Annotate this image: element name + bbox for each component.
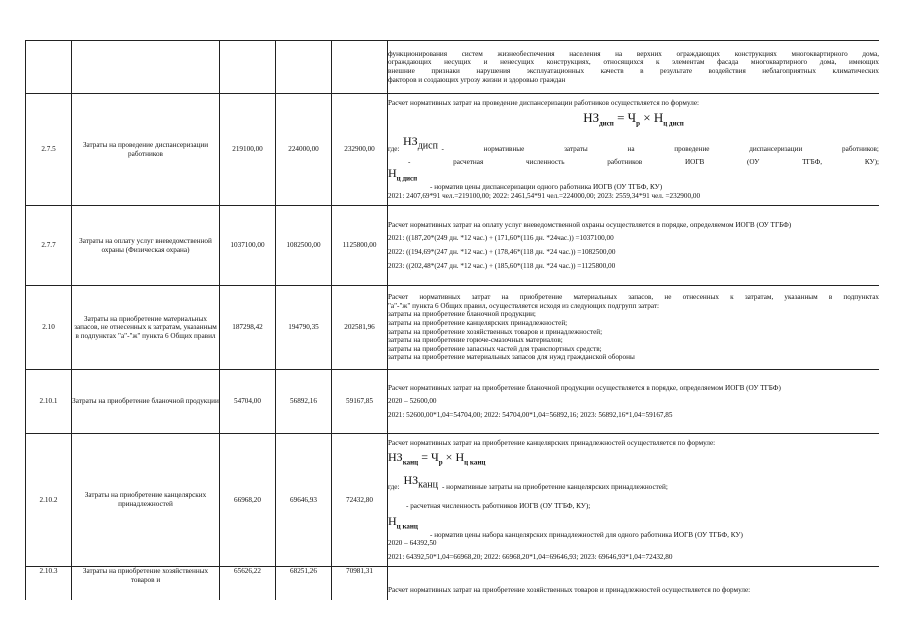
word: ИОГВ	[684, 158, 705, 167]
text-line: Расчет нормативных затрат на приобретение канцелярских принадлежностей осуществляется по формуле:	[388, 438, 716, 447]
cell-value-2022: 56892,16	[276, 370, 332, 434]
cell-name	[72, 41, 220, 94]
calculation-line: 2021: ((187,20*(249 дн. *12 час.) + (171,60*(116 дн. *24час.)) =1037100,00	[388, 234, 614, 243]
word: КУ);	[864, 158, 879, 167]
text-line: функционирования систем жизнеобеспечения населения на верхних ограждающих конструкциях многоквартирного дома,	[388, 49, 879, 58]
cell-description	[388, 41, 880, 94]
formula-times: × Н	[445, 450, 465, 465]
cell-value-2022	[276, 41, 332, 94]
text-line: Расчет нормативных затрат на оплату услуг вневедомственной охраны осуществляется в порядке, определяемом ИОГВ (ОУ ТГБФ)	[388, 220, 792, 229]
symbol	[403, 473, 438, 492]
word: затраты	[564, 144, 588, 153]
base-value: 2020 – 52600,00	[388, 397, 437, 406]
symbol-sub: ц канц	[396, 521, 418, 530]
cell-value-2021: 66968,20	[220, 434, 276, 567]
cell-number: 2.10	[26, 286, 72, 370]
definition-3: - норматив цены диспансеризации одного работника ИОГВ (ОУ ТГБФ, КУ)	[430, 182, 663, 191]
calculation-line: 2021: 52600,00*1,04=54704,00; 2022: 54704,00*1,04=56892,16; 2023: 56892,16*1,04=59167,85	[388, 410, 673, 419]
symbol	[388, 513, 879, 531]
definition-2: - расчетная численность работников ИОГВ (ОУ ТГБФ, КУ);	[406, 502, 591, 510]
cell-number: 2.10.2	[26, 434, 72, 567]
cell-value-2021: 1037100,00	[220, 206, 276, 286]
word: работников	[607, 158, 643, 167]
formula-times: × Н	[643, 110, 664, 126]
definition-1	[388, 473, 879, 492]
list-item: затраты на приобретение канцелярских принадлежностей;	[388, 318, 568, 327]
calculation-line: 2022: ((194,69*(247 дн. *12 час.) + (178,46*(118 дн. *24 час.)) =1082500,00	[388, 248, 616, 256]
word: работников;	[842, 144, 879, 153]
cell-value-2022: 68251,26	[276, 567, 332, 601]
list-item: затраты на приобретение материальных запасов для нужд гражданской обороны	[388, 353, 635, 362]
formula-lhs-sub: канц	[402, 458, 419, 467]
cell-value-2022: 69646,93	[276, 434, 332, 567]
text-line: ограждающих несущих и ненесущих конструкциях, относящихся к элементам фасада многоквартирного дома, имеющих	[388, 58, 879, 67]
cell-value-2022: 1082500,00	[276, 206, 332, 286]
formula-p-sub: р	[636, 120, 641, 129]
list-item: затраты на приобретение бланочной продукции;	[388, 310, 536, 319]
cell-name: Затраты на приобретение канцелярских принадлежностей	[72, 434, 220, 567]
text-line: Расчет нормативных затрат на приобретение материальных запасов, не отнесенных к затратам, указанным в подпунктах	[388, 293, 879, 302]
word: на	[627, 144, 635, 153]
definition-2	[388, 158, 879, 167]
cell-value-2023: 202581,96	[332, 286, 388, 370]
word: проведение	[674, 144, 710, 153]
formula-eq: = Ч	[617, 110, 637, 126]
cell-number	[26, 41, 72, 94]
symbol-sub: канц	[418, 479, 438, 490]
word: -	[408, 158, 411, 167]
list-item: затраты на приобретение хозяйственных товаров и принадлежностей;	[388, 327, 603, 336]
text-line: внешние признаки нарушения эксплуатационных качеств в результате воздействия неблагоприятных климатических	[388, 67, 879, 75]
definition-1	[388, 134, 879, 153]
base-value: 2020 – 64392,50	[388, 539, 437, 548]
definition-text: - нормативные затраты на приобретение канцелярских принадлежностей;	[441, 483, 668, 492]
cell-number: 2.7.7	[26, 206, 72, 286]
symbol-sub: дисп	[417, 140, 438, 152]
cell-description	[388, 206, 880, 286]
list-item: затраты на приобретение горюче-смазочных материалов;	[388, 336, 563, 345]
cell-number: 2.10.1	[26, 370, 72, 434]
formula-rhs-sub: ц канц	[464, 458, 486, 467]
table-row	[26, 94, 880, 206]
symbol	[403, 134, 438, 153]
formula-lhs: НЗ	[388, 450, 403, 465]
cell-value-2023: 232900,00	[332, 94, 388, 206]
formula-rhs-sub: ц дисп	[663, 120, 684, 129]
cell-value-2021: 54704,00	[220, 370, 276, 434]
text-line: Расчет нормативных затрат на проведение диспансеризации работников осуществляется по формуле:	[388, 98, 700, 107]
cell-value-2023: 59167,85	[332, 370, 388, 434]
symbol-main: Н	[388, 513, 397, 528]
cell-value-2023	[332, 41, 388, 94]
word: численность	[526, 158, 565, 167]
table-row	[26, 567, 880, 601]
where-label: где:	[388, 483, 400, 492]
cell-value-2023: 1125800,00	[332, 206, 388, 286]
table-row	[26, 434, 880, 567]
cell-value-2021: 219100,00	[220, 94, 276, 206]
definition-3: - норматив цены набора канцелярских принадлежностей для одного работника ИОГВ (ОУ ТГБФ, КУ)	[430, 530, 743, 539]
cost-table	[25, 40, 879, 600]
document-page	[25, 40, 879, 600]
symbol-main: НЗ	[403, 472, 419, 487]
text-line: факторов и создающих угрозу жизни и здоровью граждан	[388, 75, 566, 84]
word: диспансеризации	[749, 144, 803, 153]
cell-description	[388, 370, 880, 434]
word: -	[441, 144, 444, 153]
table-row	[26, 41, 880, 94]
cell-value-2021: 65626,22	[220, 567, 276, 601]
symbol	[388, 166, 879, 183]
formula-eq: = Ч	[421, 450, 439, 465]
formula	[388, 110, 879, 132]
symbol-main: НЗ	[403, 134, 418, 149]
cell-name: Затраты на приобретение бланочной продукции	[72, 370, 220, 434]
formula	[388, 450, 879, 470]
definition-text	[441, 145, 879, 154]
cell-value-2023: 72432,80	[332, 434, 388, 567]
cell-name: Затраты на оплату услуг вневедомственной охраны (Физическая охрана)	[72, 206, 220, 286]
cell-name: Затраты на приобретение материальных запасов, не отнесенных к затратам, указанным в подпунктах "а"-"ж" пункта 6 Общих правил	[72, 286, 220, 370]
cell-name: Затраты на проведение диспансеризации работников	[72, 94, 220, 206]
cell-number: 2.7.5	[26, 94, 72, 206]
word: (ОУ	[747, 158, 760, 167]
formula-lhs-sub: дисп	[599, 120, 614, 129]
cell-value-2021	[220, 41, 276, 94]
text-line: "а"-"ж" пункта 6 Общих правил, осуществляется исходя из следующих подгрупп затрат:	[388, 301, 660, 310]
cell-description	[388, 94, 880, 206]
word: нормативные	[483, 144, 525, 153]
symbol-main: Н	[388, 166, 397, 180]
calculation-line: 2021: 2407,69*91 чел.=219100,00; 2022: 2461,54*91 чел.=224000,00; 2023: 2559,34*91 чел. =232900,00	[388, 191, 701, 200]
formula-p-sub: р	[438, 458, 443, 467]
table-row	[26, 206, 880, 286]
word: расчетная	[453, 158, 484, 167]
cell-description	[388, 567, 880, 601]
cell-value-2021: 187298,42	[220, 286, 276, 370]
table-row	[26, 370, 880, 434]
text-line: Расчет нормативных затрат на приобретение хозяйственных товаров и принадлежностей осуществляется по формуле:	[388, 586, 751, 595]
cell-value-2022: 224000,00	[276, 94, 332, 206]
word: ТГБФ,	[802, 158, 823, 167]
table-row	[26, 286, 880, 370]
cell-value-2022: 194790,35	[276, 286, 332, 370]
calculation-line: 2021: 64392,50*1,04=66968,20; 2022: 66968,20*1,04=69646,93; 2023: 69646,93*1,04=72432,80	[388, 552, 673, 561]
text-line: Расчет нормативных затрат на приобретение бланочной продукции осуществляется в порядке, определяемом ИОГВ (ОУ ТГБФ)	[388, 383, 781, 392]
cell-number: 2.10.3	[26, 567, 72, 601]
where-label: где:	[388, 144, 400, 153]
cell-description	[388, 286, 880, 370]
list-item: затраты на приобретение запасных частей для транспортных средств;	[388, 344, 602, 353]
symbol-sub: ц дисп	[396, 174, 418, 183]
cell-name: Затраты на приобретение хозяйственных товаров и	[72, 567, 220, 601]
calculation-line: 2023: ((202,48*(247 дн. *12 час.) + (185,60*(118 дн. *24 час.)) =1125800,00	[388, 261, 616, 270]
cell-description	[388, 434, 880, 567]
cell-value-2023: 70981,31	[332, 567, 388, 601]
formula-lhs: НЗ	[583, 110, 600, 126]
